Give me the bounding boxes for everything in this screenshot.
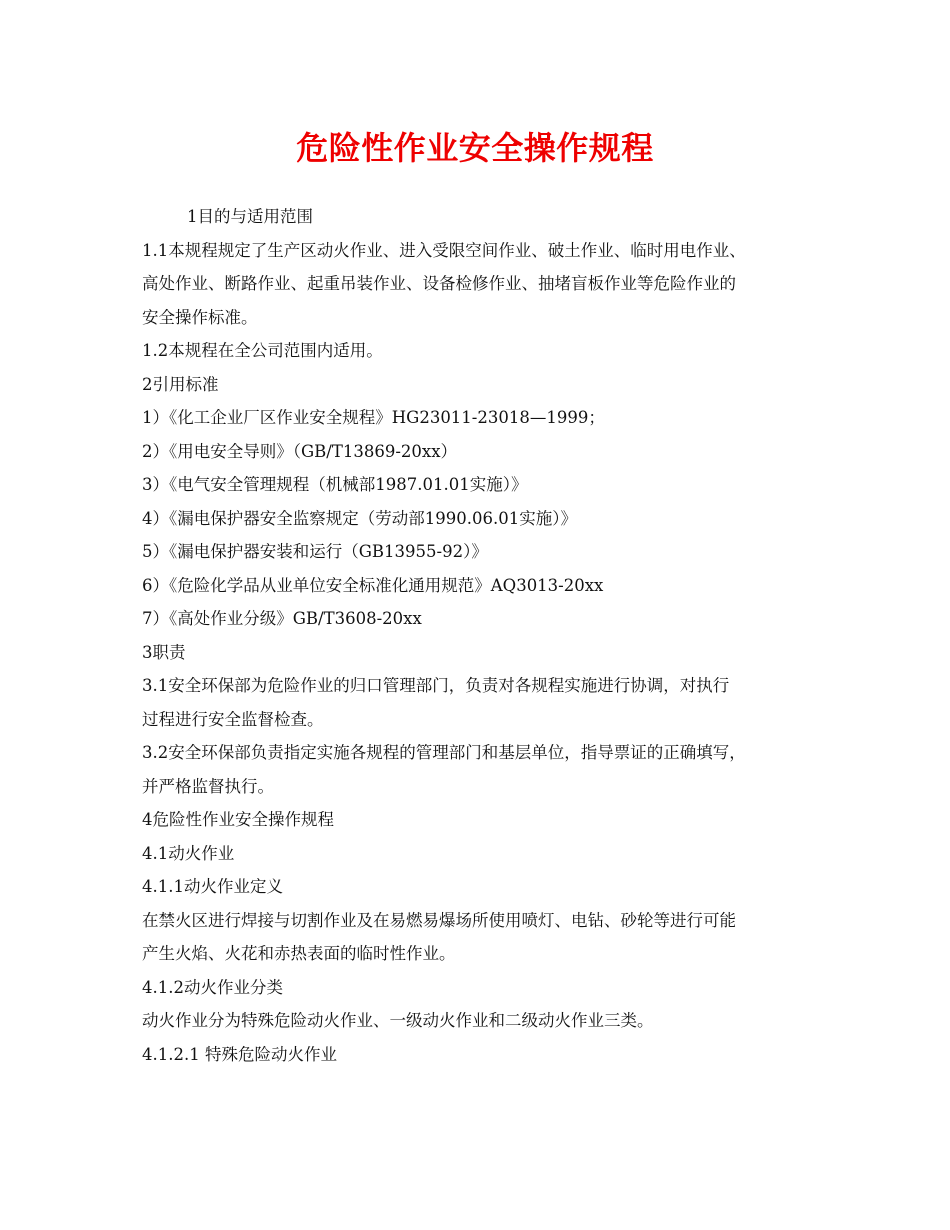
document-title: 危险性作业安全操作规程 xyxy=(296,129,654,167)
paragraph: 1.1本规程规定了生产区动火作业、进入受限空间作业、破土作业、临时用电作业、 xyxy=(142,240,746,260)
paragraph: 3.1安全环保部为危险作业的归口管理部门，负责对各规程实施进行协调，对执行 xyxy=(142,676,730,695)
paragraph: 动火作业分为特殊危险动火作业、一级动火作业和二级动火作业三类。 xyxy=(142,1011,654,1030)
paragraph: 1）《化工企业厂区作业安全规程》HG23011-23018—1999； xyxy=(142,408,605,427)
paragraph: 3）《电气安全管理规程（机械部1987.01.01实施）》 xyxy=(142,475,528,494)
paragraph: 2引用标准 xyxy=(142,374,219,394)
paragraph: 5）《漏电保护器安装和运行（GB13955-92）》 xyxy=(142,542,488,561)
document-body xyxy=(142,200,842,1071)
paragraph: 3职责 xyxy=(142,642,186,662)
paragraph: 4.1.2.1 特殊危险动火作业 xyxy=(142,1044,337,1064)
paragraph: 2）《用电安全导则》（GB/T13869-20xx） xyxy=(142,441,458,461)
paragraph: 1目的与适用范围 xyxy=(187,207,313,226)
paragraph: 4危险性作业安全操作规程 xyxy=(142,810,334,829)
paragraph: 6）《危险化学品从业单位安全标准化通用规范》AQ3013-20xx xyxy=(142,575,604,595)
paragraph: 7）《高处作业分级》GB/T3608-20xx xyxy=(142,609,422,628)
paragraph: 1.2本规程在全公司范围内适用。 xyxy=(142,341,383,360)
paragraph: 过程进行安全监督检查。 xyxy=(142,709,324,729)
paragraph: 4）《漏电保护器安全监察规定（劳动部1990.06.01实施）》 xyxy=(142,508,577,528)
paragraph: 安全操作标准。 xyxy=(142,307,258,327)
paragraph: 并严格监督执行。 xyxy=(142,776,274,796)
paragraph: 4.1.1动火作业定义 xyxy=(142,877,283,896)
paragraph: 在禁火区进行焊接与切割作业及在易燃易爆场所使用喷灯、电钻、砂轮等进行可能 xyxy=(142,910,736,930)
paragraph: 高处作业、断路作业、起重吊装作业、设备检修作业、抽堵盲板作业等危险作业的 xyxy=(142,274,736,293)
paragraph: 3.2安全环保部负责指定实施各规程的管理部门和基层单位，指导票证的正确填写， xyxy=(142,743,746,762)
paragraph: 4.1.2动火作业分类 xyxy=(142,977,283,997)
paragraph: 4.1动火作业 xyxy=(142,843,235,863)
paragraph: 产生火焰、火花和赤热表面的临时性作业。 xyxy=(142,944,456,963)
